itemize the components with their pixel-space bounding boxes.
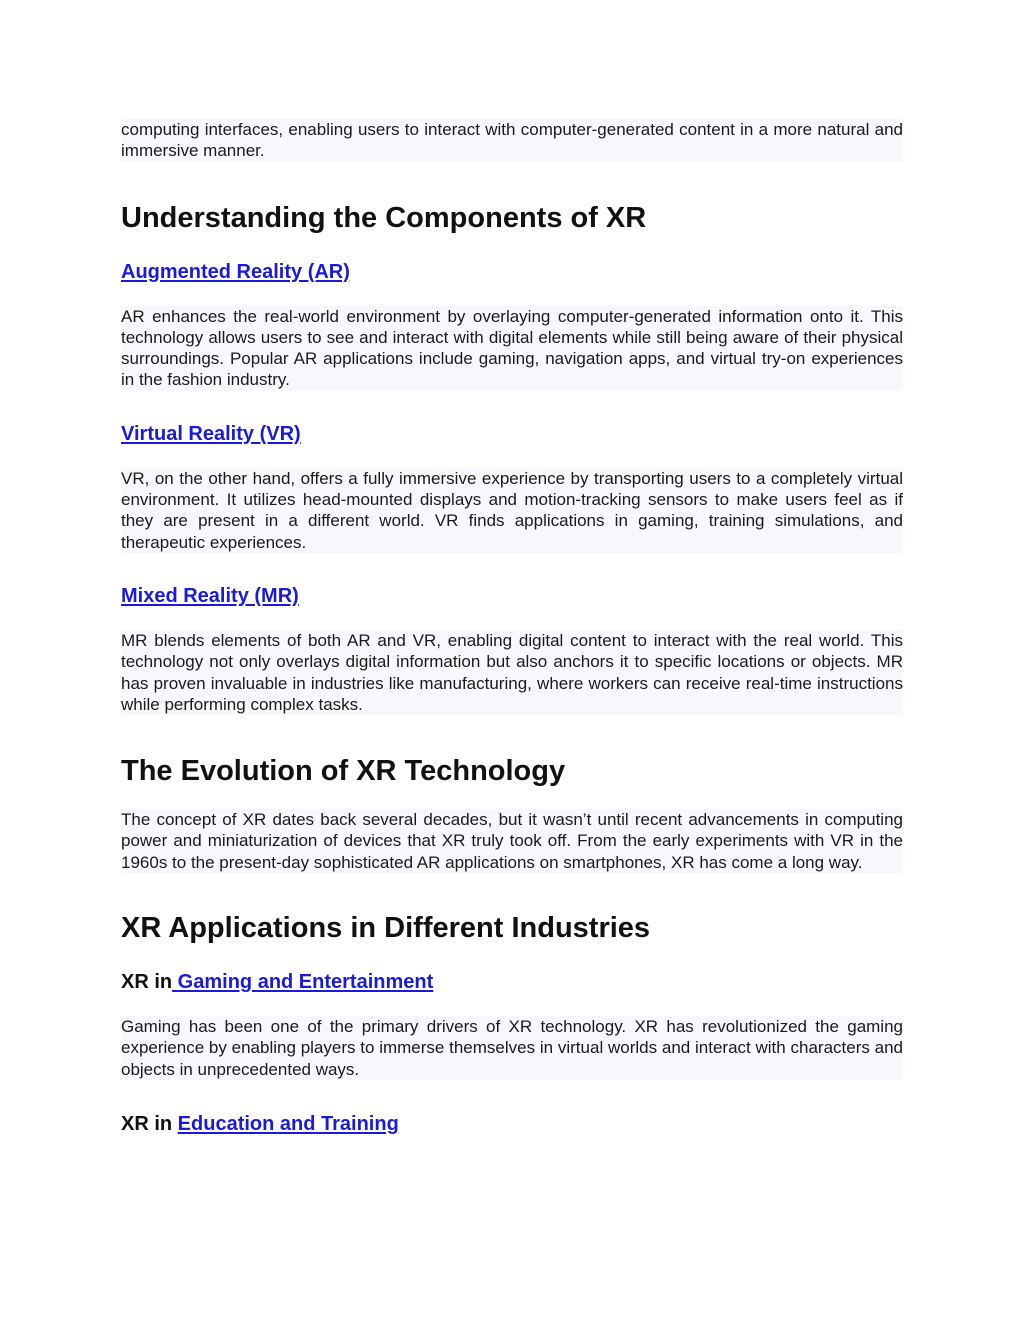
ar-paragraph: AR enhances the real-world environment by overlaying computer-generated information onto it. This technology allows users to see and interact with digital elements while still being aware of their physical surroundings. Popular AR applications include gaming, navigation apps, and virtual try-on experiences in the fashion industry. [121,306,903,390]
mr-link[interactable]: Mixed Reality (MR) [121,584,299,607]
evolution-paragraph: The concept of XR dates back several decades, but it wasn’t until recent advancements in computing power and miniaturization of devices that XR truly took off. From the early experiments with VR in the 1960s to the present-day sophisticated AR applications on smartphones, XR has come a long way. [121,810,903,872]
mr-paragraph: MR blends elements of both AR and VR, enabling digital content to interact with the real world. This technology not only overlays digital information but also anchors it to specific locations or objects. MR has proven invaluable in industries like manufacturing, where workers can receive real-time instructions while performing complex tasks. [121,630,903,714]
mr-heading [121,583,903,609]
education-link[interactable]: Education and Training [177,1112,399,1135]
gaming-link[interactable]: Gaming and Entertainment [172,971,434,994]
gaming-paragraph: Gaming has been one of the primary drivers of XR technology. XR has revolutionized the gaming experience by enabling players to immerse themselves in virtual worlds and interact with characters and objects in unprecedented ways. [121,1017,903,1079]
vr-link[interactable]: Virtual Reality (VR) [121,422,301,445]
components-heading: Understanding the Components of XR [121,201,647,234]
intro-paragraph: computing interfaces, enabling users to interact with computer-generated content in a more natural and immersive manner. [121,120,903,161]
gaming-heading [121,969,903,995]
gaming-prefix: XR in [121,971,173,994]
ar-heading [121,259,903,285]
education-heading [121,1111,903,1137]
ar-link[interactable]: Augmented Reality (AR) [121,260,350,283]
applications-heading: XR Applications in Different Industries [121,912,651,945]
document-page [121,119,903,1137]
evolution-heading: The Evolution of XR Technology [121,755,566,788]
vr-paragraph: VR, on the other hand, offers a fully immersive experience by transporting users to a completely virtual environment. It utilizes head-mounted displays and motion-tracking sensors to make users feel as if they are present in a different world. VR finds applications in gaming, training simulations, and therapeutic experiences. [121,468,903,552]
education-prefix: XR in [121,1112,178,1135]
vr-heading [121,421,903,447]
